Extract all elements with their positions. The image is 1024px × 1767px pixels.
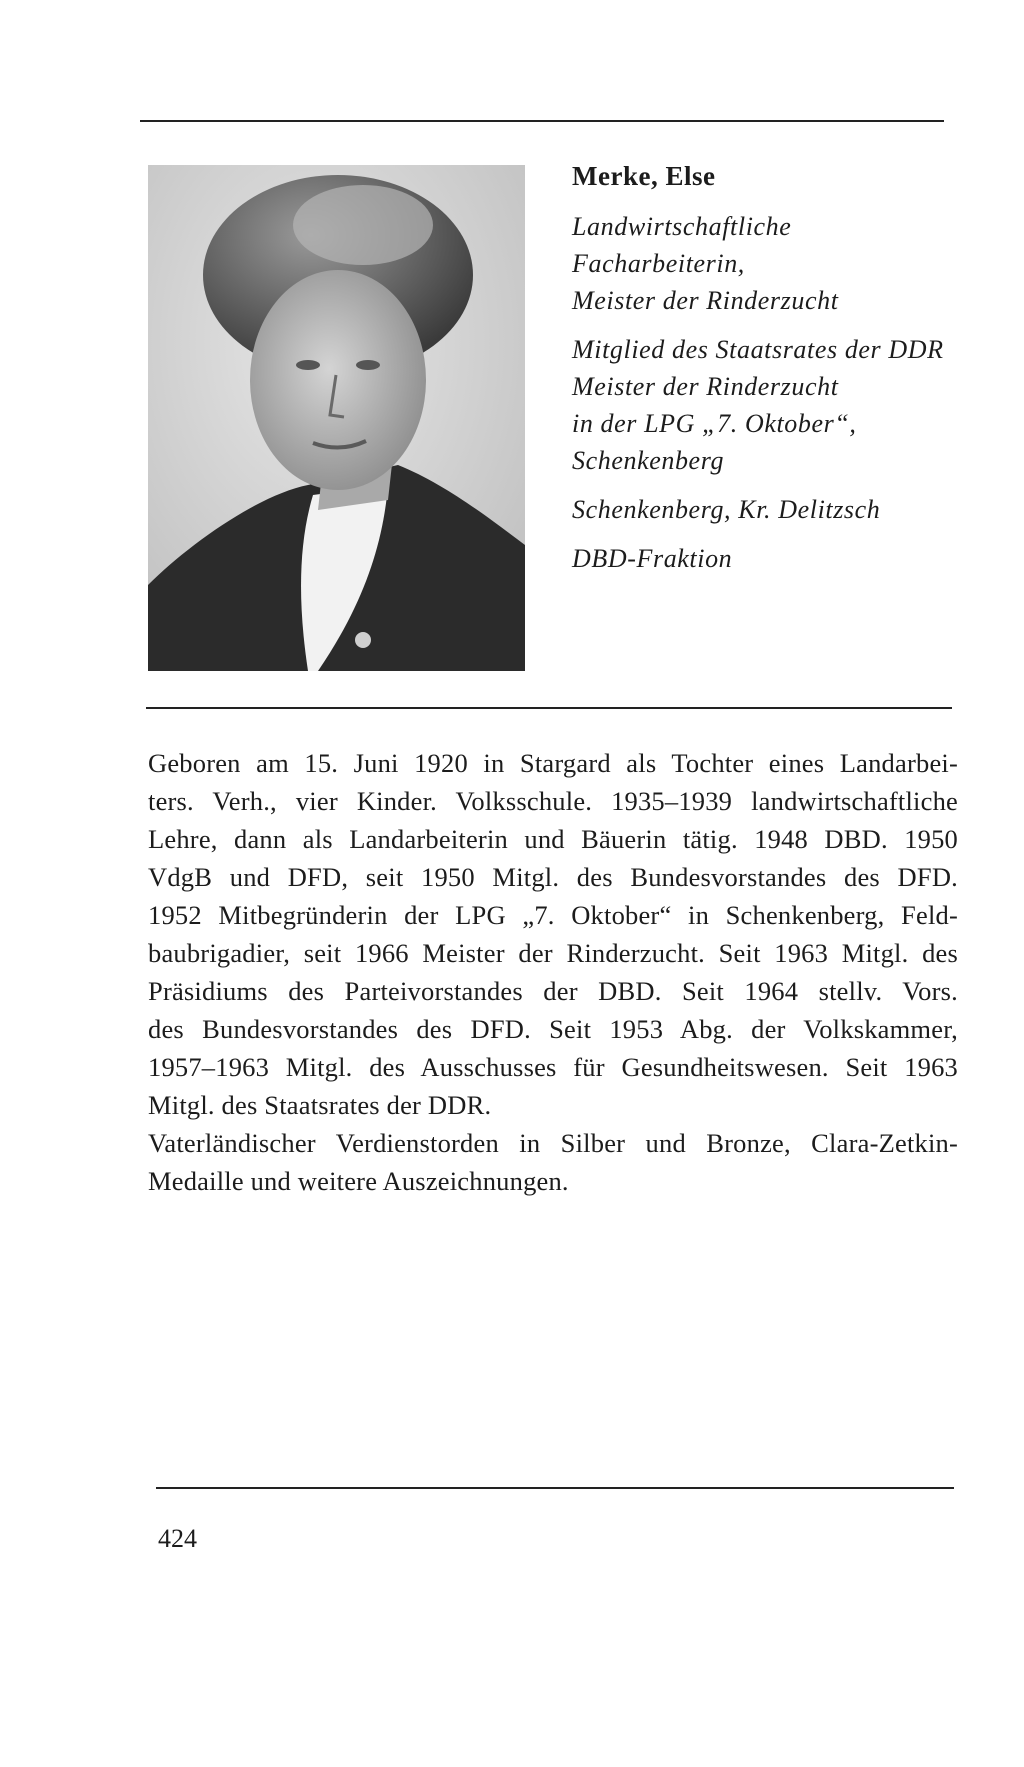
biography-line: 1952 Mitbegründerin der LPG „7. Oktober“ in Schenkenberg, Feld- <box>148 900 958 930</box>
portrait-photo <box>148 165 525 671</box>
entry-header <box>572 156 962 577</box>
biography-line: Geboren am 15. Juni 1920 in Stargard als Tochter eines Landarbei- <box>148 748 958 778</box>
occupation-line: Facharbeiterin, <box>572 249 745 278</box>
occupation-line: Meister der Rinderzucht <box>572 286 839 315</box>
biography-line: VdgB und DFD, seit 1950 Mitgl. des Bundesvorstandes des DFD. <box>148 862 958 892</box>
biography-line: 1957–1963 Mitgl. des Ausschusses für Gesundheitswesen. Seit 1963 <box>148 1052 958 1082</box>
occupation-line: Landwirtschaftliche <box>572 212 792 241</box>
portrait-photo-icon <box>148 165 525 671</box>
spacer <box>572 479 962 491</box>
function-line: in der LPG „7. Oktober“, <box>572 409 857 438</box>
top-divider <box>140 120 944 122</box>
biography-line: des Bundesvorstandes des DFD. Seit 1953 Abg. der Volkskammer, <box>148 1014 958 1044</box>
function-line: Meister der Rinderzucht <box>572 372 839 401</box>
spacer <box>572 319 962 331</box>
faction: DBD-Fraktion <box>572 544 733 573</box>
residence: Schenkenberg, Kr. Delitzsch <box>572 495 881 524</box>
awards-line: Medaille und weitere Auszeichnungen. <box>148 1166 569 1196</box>
biography-line: baubrigadier, seit 1966 Meister der Rinderzucht. Seit 1963 Mitgl. des <box>148 938 958 968</box>
biography <box>148 744 958 1200</box>
page-number: 424 <box>158 1524 197 1553</box>
biography-line: Mitgl. des Staatsrates der DDR. <box>148 1090 492 1120</box>
biography-line: Präsidiums des Parteivorstandes der DBD. Seit 1964 stellv. Vors. <box>148 976 958 1006</box>
biography-line: ters. Verh., vier Kinder. Volksschule. 1935–1939 landwirtschaftliche <box>148 786 958 816</box>
biography-line: Lehre, dann als Landarbeiterin und Bäuerin tätig. 1948 DBD. 1950 <box>148 824 958 854</box>
spacer <box>572 528 962 540</box>
function-line: Mitglied des Staatsrates der DDR <box>572 335 944 364</box>
spacer <box>572 196 962 208</box>
awards-line: Vaterländischer Verdienstorden in Silber und Bronze, Clara-Zetkin- <box>148 1128 958 1158</box>
function-line: Schenkenberg <box>572 446 725 475</box>
person-name: Merke, Else <box>572 161 716 191</box>
middle-divider <box>146 707 952 709</box>
bottom-divider <box>156 1487 954 1489</box>
